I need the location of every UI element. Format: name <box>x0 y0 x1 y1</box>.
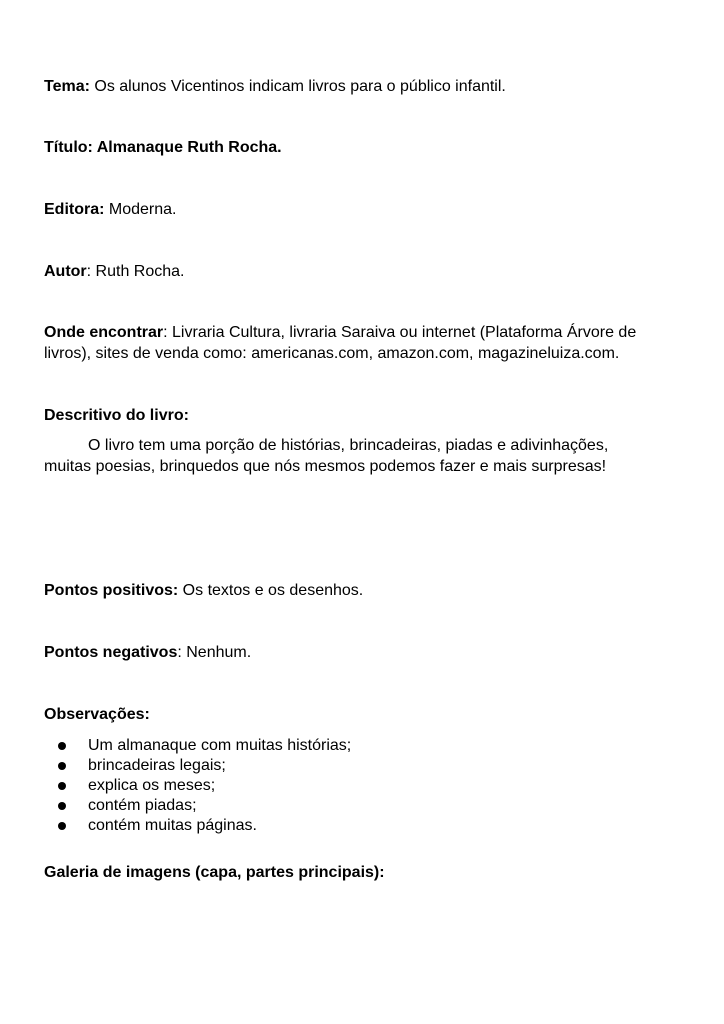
list-item-text: contém muitas páginas. <box>88 817 257 834</box>
list-item <box>44 776 351 796</box>
observacoes-list <box>44 736 351 836</box>
onde-encontrar-line-1 <box>44 323 684 343</box>
pontos-positivos-line <box>44 581 684 601</box>
editora-line <box>44 200 684 220</box>
galeria-label: Galeria de imagens (capa, partes principais): <box>44 864 385 881</box>
autor-label: Autor <box>44 263 87 280</box>
autor-line <box>44 262 684 282</box>
editora-value: Moderna. <box>104 201 177 218</box>
list-item <box>44 796 351 816</box>
autor-value: : Ruth Rocha. <box>86 263 185 280</box>
bullet-icon <box>58 742 66 750</box>
observacoes-label: Observações: <box>44 706 150 723</box>
pontos-negativos-line <box>44 643 684 663</box>
list-item-text: Um almanaque com muitas histórias; <box>88 737 352 754</box>
descritivo-text-2: muitas poesias, brinquedos que nós mesmos podemos fazer e mais surpresas! <box>44 458 607 475</box>
bullet-icon <box>58 802 66 810</box>
descritivo-label: Descritivo do livro: <box>44 407 189 424</box>
bullet-icon <box>58 822 66 830</box>
tema-line <box>44 77 684 97</box>
descritivo-text-1: O livro tem uma porção de histórias, brincadeiras, piadas e adivinhações, <box>88 437 609 454</box>
pontos-negativos-label: Pontos negativos <box>44 644 178 661</box>
titulo-line: Título: Almanaque Ruth Rocha. <box>44 139 282 156</box>
tema-label: Tema: <box>44 78 90 95</box>
list-item <box>44 756 351 776</box>
list-item-text: explica os meses; <box>88 777 216 794</box>
editora-label: Editora: <box>44 201 105 218</box>
list-item-text: brincadeiras legais; <box>88 757 226 774</box>
list-item <box>44 736 351 756</box>
bullet-icon <box>58 782 66 790</box>
onde-encontrar-text-1: : Livraria Cultura, livraria Saraiva ou internet (Plataforma Árvore de <box>163 324 637 341</box>
tema-value: Os alunos Vicentinos indicam livros para o público infantil. <box>89 78 506 95</box>
list-item <box>44 816 351 836</box>
pontos-negativos-value: : Nenhum. <box>177 644 252 661</box>
bullet-icon <box>58 762 66 770</box>
pontos-positivos-label: Pontos positivos: <box>44 582 179 599</box>
onde-encontrar-label: Onde encontrar <box>44 324 164 341</box>
onde-encontrar-line-2: livros), sites de venda como: americanas.com, amazon.com, magazineluiza.com. <box>44 345 620 362</box>
pontos-positivos-value: Os textos e os desenhos. <box>178 582 364 599</box>
list-item-text: contém piadas; <box>88 797 197 814</box>
